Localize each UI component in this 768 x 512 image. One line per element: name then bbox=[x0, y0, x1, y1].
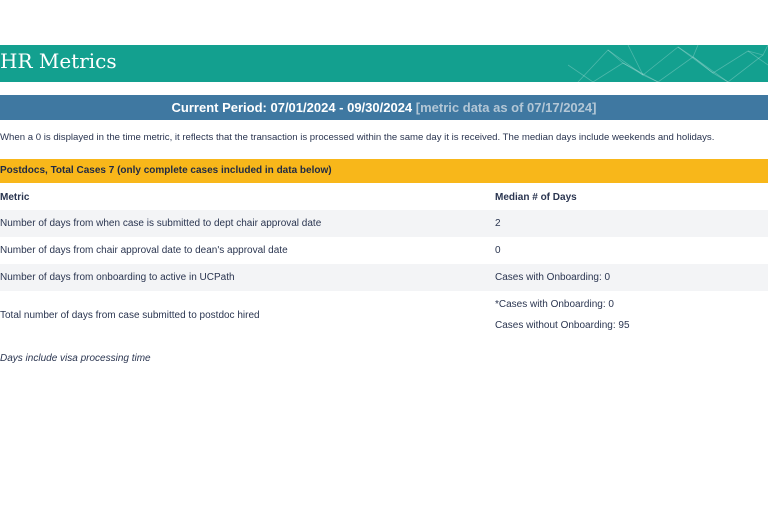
table-row bbox=[0, 291, 768, 339]
table-row bbox=[0, 237, 768, 264]
current-period-bar bbox=[0, 95, 768, 120]
metric-cell: Number of days from onboarding to active in UCPath bbox=[0, 272, 235, 283]
decorative-pattern-icon bbox=[568, 45, 768, 82]
median-days-cell: 2 bbox=[495, 218, 501, 229]
footnote: Days include visa processing time bbox=[0, 353, 151, 364]
median-days-cell: 0 bbox=[495, 245, 501, 256]
metric-data-as-of: [metric data as of 07/17/2024] bbox=[415, 100, 597, 115]
metric-cell: Number of days from when case is submitted to dept chair approval date bbox=[0, 218, 322, 229]
header-bar bbox=[0, 45, 768, 82]
median-days-cell: Cases with Onboarding: 0 bbox=[495, 272, 611, 283]
column-header-metric: Metric bbox=[0, 192, 30, 203]
current-period-label: Current Period: 07/01/2024 - 09/30/2024 bbox=[171, 100, 413, 115]
zero-value-note: When a 0 is displayed in the time metric, it reflects that the transaction is processed within the same day it is received. The median days include weekends and holidays. bbox=[0, 132, 715, 143]
metric-cell: Number of days from chair approval date to dean's approval date bbox=[0, 245, 288, 256]
table-row bbox=[0, 210, 768, 237]
section-header-postdocs: Postdocs, Total Cases 7 (only complete cases included in data below) bbox=[0, 159, 768, 183]
metric-cell: Total number of days from case submitted to postdoc hired bbox=[0, 309, 260, 321]
column-header-median-days: Median # of Days bbox=[495, 192, 577, 203]
table-row bbox=[0, 264, 768, 291]
cases-with-onboarding-value: *Cases with Onboarding: 0 bbox=[495, 299, 614, 310]
page-title: HR Metrics bbox=[0, 49, 117, 73]
cases-without-onboarding-value: Cases without Onboarding: 95 bbox=[495, 320, 630, 331]
table-header-row bbox=[0, 185, 768, 210]
median-days-cell bbox=[495, 291, 768, 339]
metrics-table bbox=[0, 185, 768, 339]
